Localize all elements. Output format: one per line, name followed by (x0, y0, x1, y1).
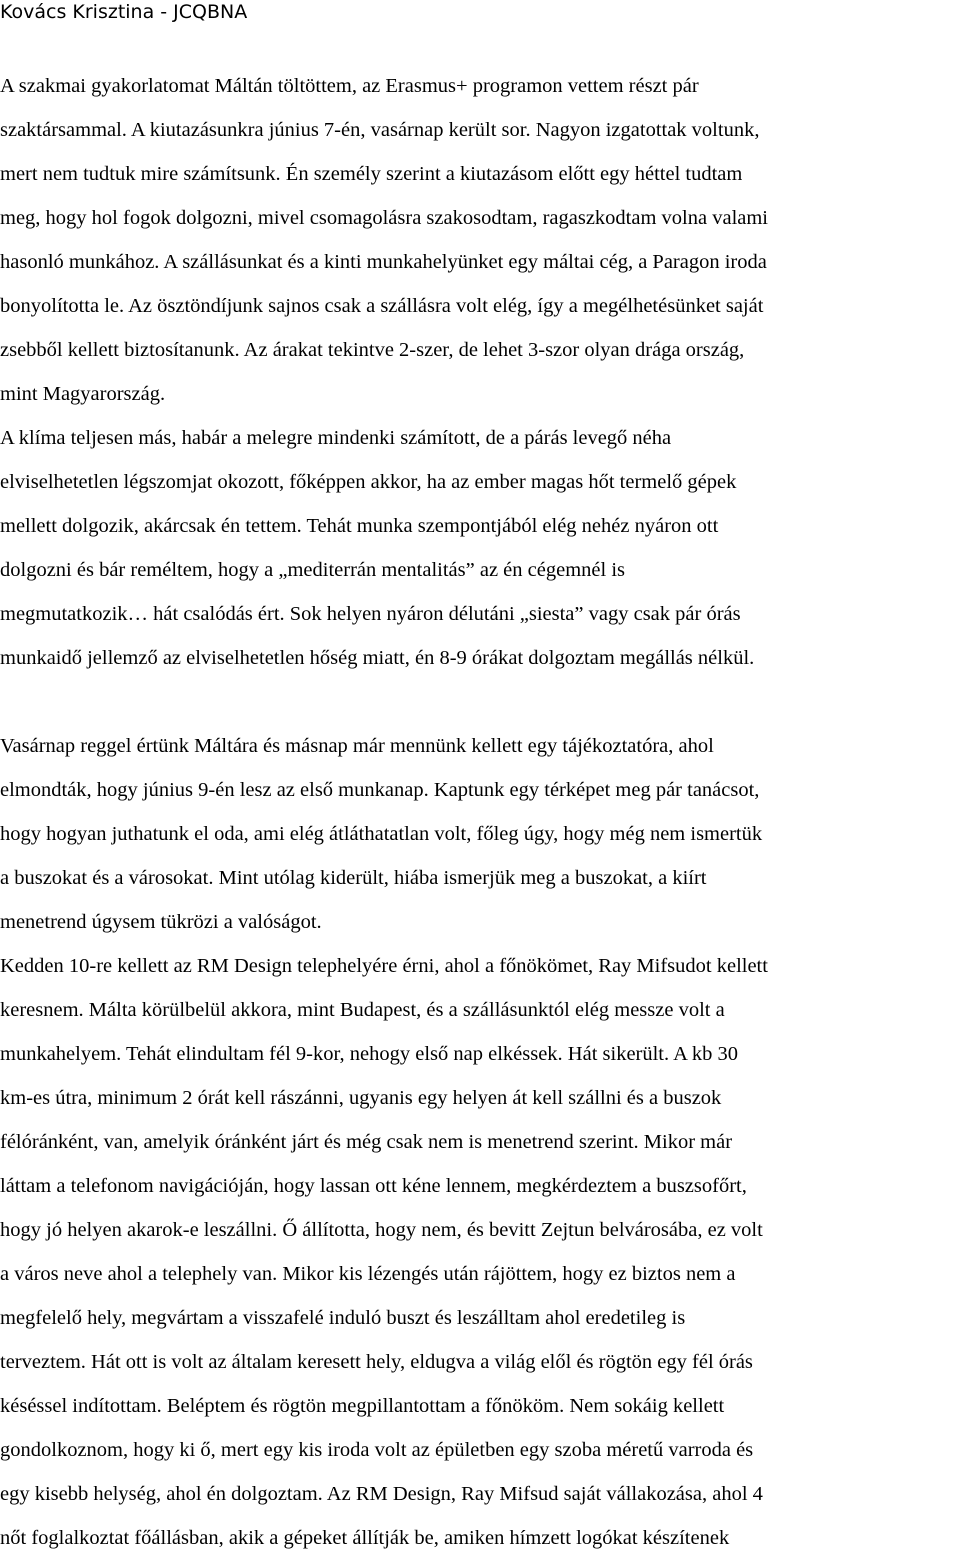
page-header: Kovács Krisztina - JCQBNA (0, 1, 248, 23)
text-line: hasonló munkához. A szállásunkat és a kinti munkahelyünket egy máltai cég, a Paragon iroda (0, 251, 767, 273)
text-line: megmutatkozik… hát csalódás ért. Sok helyen nyáron délutáni „siesta” vagy csak pár órás (0, 603, 741, 625)
text-line: Kedden 10-re kellett az RM Design telephelyére érni, ahol a főnökömet, Ray Mifsudot kellett (0, 955, 768, 977)
text-line: gondolkoznom, hogy ki ő, mert egy kis iroda volt az épületben egy szoba méretű varroda és (0, 1439, 754, 1461)
paragraph-spacer (0, 680, 960, 724)
text-line: hogy hogyan juthatunk el oda, ami elég átláthatatlan volt, főleg úgy, hogy még nem ismertük (0, 823, 763, 845)
text-line: munkahelyem. Tehát elindultam fél 9-kor, nehogy első nap elkéssek. Hát sikerült. A kb 30 (0, 1043, 739, 1065)
text-line: mert nem tudtuk mire számítsunk. Én személy szerint a kiutazásom előtt egy héttel tudtam (0, 163, 743, 185)
text-line: dolgozni és bár reméltem, hogy a „mediterrán mentalitás” az én cégemnél is (0, 559, 625, 581)
text-line: A klíma teljesen más, habár a melegre mindenki számított, de a párás levegő néha (0, 427, 672, 449)
text-line: keresnem. Málta körülbelül akkora, mint Budapest, és a szállásunktól elég messze volt a (0, 999, 725, 1021)
text-line: nőt foglalkoztat főállásban, akik a gépeket állítják be, amiken hímzett logókat készítenek (0, 1527, 730, 1549)
text-line: zsebből kellett biztosítanunk. Az árakat tekintve 2-szer, de lehet 3-szor olyan drága ország, (0, 339, 745, 361)
text-line: mint Magyarország. (0, 383, 166, 405)
text-line: félóránként, van, amelyik óránként járt és még csak nem is menetrend szerint. Mikor már (0, 1131, 733, 1153)
text-line: a buszokat és a városokat. Mint utólag kiderült, hiába ismerjük meg a buszokat, a kiírt (0, 867, 707, 889)
text-line: elmondták, hogy június 9-én lesz az első munkanap. Kaptunk egy térképet meg pár tanácsot, (0, 779, 760, 801)
text-line: km-es útra, minimum 2 órát kell rászánni, ugyanis egy helyen át kell szállni és a buszok (0, 1087, 722, 1109)
text-line: elviselhetetlen légszomjat okozott, főképpen akkor, ha az ember magas hőt termelő gépek (0, 471, 737, 493)
paragraph (0, 944, 960, 1560)
text-line: megfelelő hely, megvártam a visszafelé induló buszt és leszálltam ahol eredetileg is (0, 1307, 686, 1329)
text-line: a város neve ahol a telephely van. Mikor kis lézengés után rájöttem, hogy ez biztos nem a (0, 1263, 736, 1285)
text-line: mellett dolgozik, akárcsak én tettem. Tehát munka szempontjából elég nehéz nyáron ott (0, 515, 719, 537)
text-line: láttam a telefonom navigációján, hogy lassan ott kéne lennem, megkérdeztem a buszsofőrt, (0, 1175, 747, 1197)
text-line: munkaidő jellemző az elviselhetetlen hőség miatt, én 8-9 órákat dolgoztam megállás nélkül. (0, 647, 755, 669)
text-line: hogy jó helyen akarok-e leszállni. Ő állította, hogy nem, és bevitt Zejtun belvárosába, ez volt (0, 1219, 763, 1241)
text-line: szaktársammal. A kiutazásunkra június 7-én, vasárnap került sor. Nagyon izgatottak voltunk, (0, 119, 760, 141)
paragraph (0, 416, 960, 680)
document-body (0, 64, 960, 1560)
text-line: késéssel indítottam. Beléptem és rögtön megpillantottam a főnököm. Nem sokáig kellett (0, 1395, 725, 1417)
text-line: egy kisebb helység, ahol én dolgoztam. Az RM Design, Ray Mifsud saját vállakozása, ahol 4 (0, 1483, 763, 1505)
text-line: terveztem. Hát ott is volt az általam keresett hely, eldugva a világ elől és rögtön egy fél órás (0, 1351, 753, 1373)
paragraph (0, 724, 960, 944)
text-line: Vasárnap reggel értünk Máltára és másnap már mennünk kellett egy tájékoztatóra, ahol (0, 735, 714, 757)
text-line: bonyolította le. Az ösztöndíjunk sajnos csak a szállásra volt elég, így a megélhetésünket saját (0, 295, 764, 317)
paragraph (0, 64, 960, 416)
text-line: meg, hogy hol fogok dolgozni, mivel csomagolásra szakosodtam, ragaszkodtam volna valami (0, 207, 768, 229)
text-line: menetrend úgysem tükrözi a valóságot. (0, 911, 322, 933)
text-line: A szakmai gyakorlatomat Máltán töltöttem, az Erasmus+ programon vettem részt pár (0, 75, 699, 97)
